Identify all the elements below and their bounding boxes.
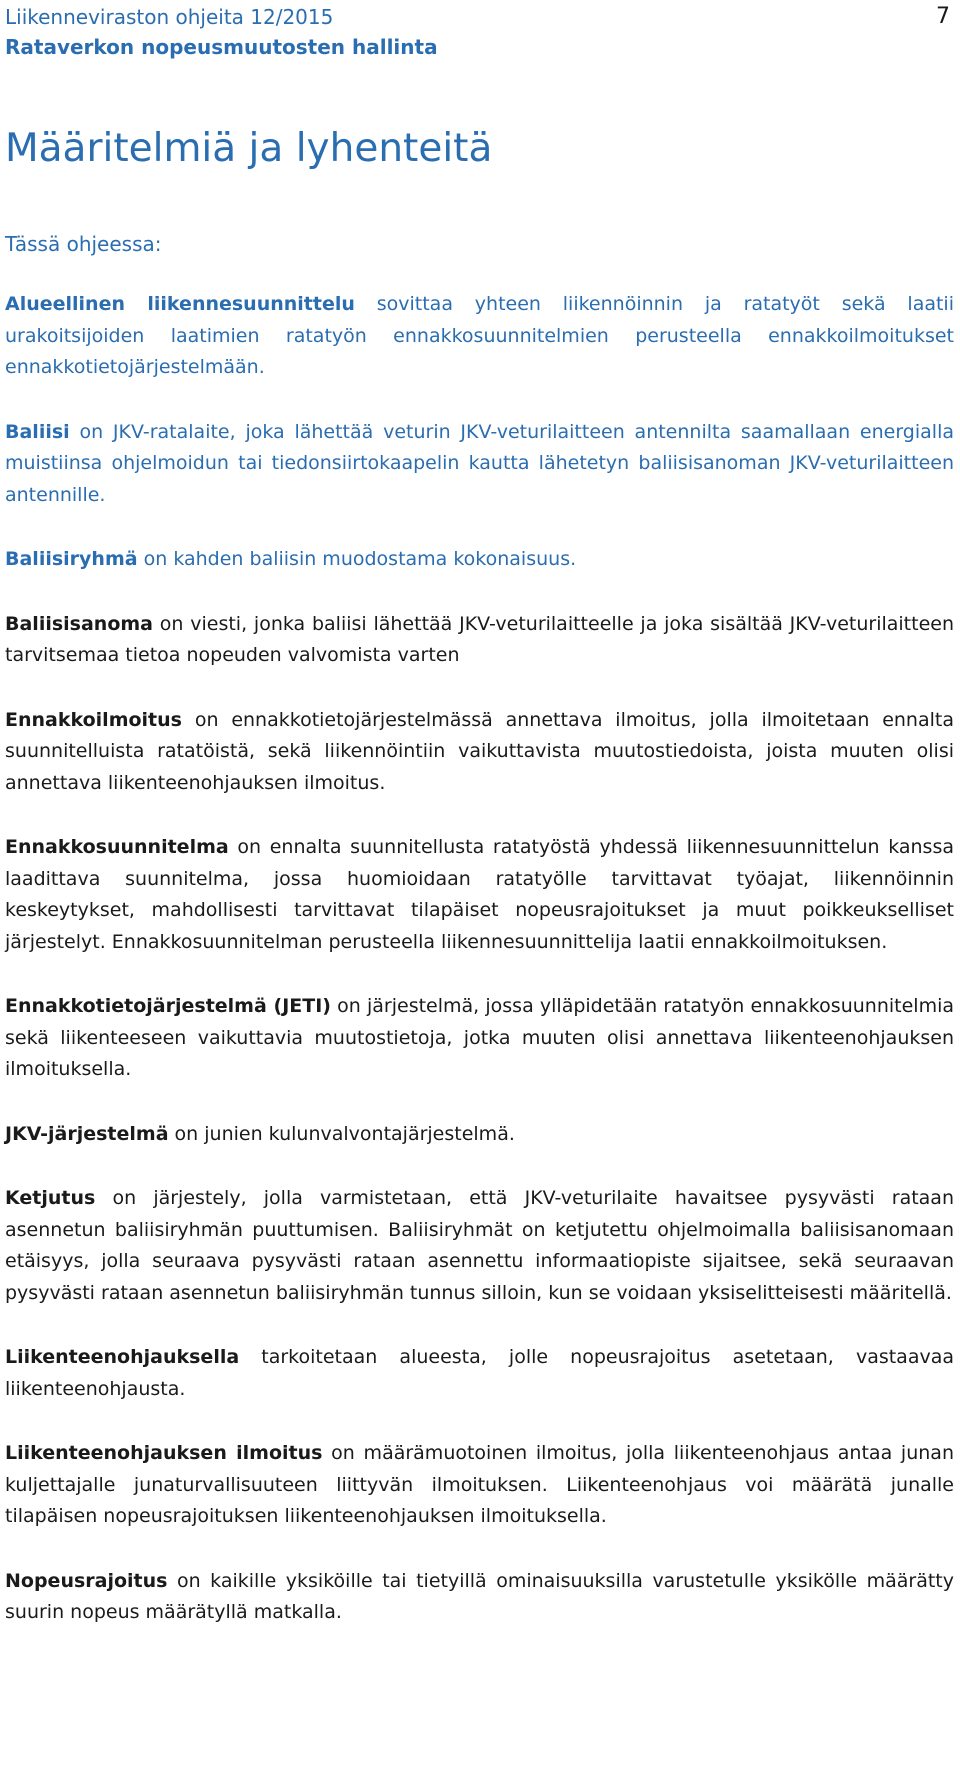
- definition-alueellinen-liikennesuunnittelu: [5, 289, 954, 384]
- definition-text: on järjestelmä, jossa ylläpidetään ratatyön ennakkosuunnitelmia sekä liikenteeseen vaikuttavia muutostietoja, jotka muuten olisi annettava liikenteenohjauksen ilmoituksella.: [5, 995, 955, 1080]
- definition-term: Baliisiryhmä: [5, 548, 138, 570]
- definition-text: on JKV-ratalaite, joka lähettää veturin JKV-veturilaitteen antennilta saamallaan energialla muistiinsa ohjelmoidun tai tiedonsiirtokaapelin kautta lähetetyn baliisisanoman JKV-veturilaitteen antennille.: [5, 420, 954, 506]
- definition-text: on junien kulunvalvontajärjestelmä.: [168, 1122, 515, 1145]
- definition-jkv-jarjestelma: [5, 1119, 954, 1151]
- definition-text: on kahden baliisin muodostama kokonaisuus.: [137, 548, 577, 570]
- definition-ketjutus: [5, 1183, 954, 1309]
- definition-term: JKV-järjestelmä: [5, 1122, 169, 1145]
- definition-text: tarkoitetaan alueesta, jolle nopeusrajoitus asetetaan, vastaavaa liikenteenohjausta.: [5, 1346, 954, 1400]
- definition-text: on ennalta suunnitellusta ratatyöstä yhdessä liikennesuunnittelun kanssa laadittava suunnitelma, jossa huomioidaan ratatyölle tarvittavat työajat, liikennöinnin keskeytykset, mahdollisesti tarvittavat tilapäiset nopeusrajoitukset ja muut poikkeukselliset järjestelyt. Ennakkosuunnitelman perusteella liikennesuunnittelija laatii ennakkoilmoituksen.: [5, 836, 954, 953]
- definition-term: Ennakkosuunnitelma: [5, 836, 229, 858]
- definition-term: Ketjutus: [5, 1187, 96, 1209]
- definition-term: Alueellinen liikennesuunnittelu: [5, 293, 355, 315]
- definition-baliisi: [5, 417, 954, 512]
- definition-text: on ennakkotietojärjestelmässä annettava ilmoitus, jolla ilmoitetaan ennalta suunnitelluista ratatöistä, sekä liikennöintiin vaikuttavista muutostiedoista, joista muuten olisi annettava liikenteenohjauksen ilmoitus.: [5, 708, 954, 794]
- definition-term: Ennakkoilmoitus: [5, 708, 182, 731]
- definition-text: on määrämuotoinen ilmoitus, jolla liikenteenohjaus antaa junan kuljettajalle junaturvallisuuteen liittyvän ilmoituksen. Liikenteenohjaus voi määrätä junalle tilapäisen nopeusrajoituksen liikenteenohjauksen ilmoituksella.: [5, 1442, 954, 1527]
- definition-nopeusrajoitus: [5, 1566, 954, 1629]
- definition-text: sovittaa yhteen liikennöinnin ja ratatyöt sekä laatii urakoitsijoiden laatimien ratatyön ennakkosuunnitelmien perusteella ennakkoilmoitukset ennakkotietojärjestelmään.: [5, 293, 954, 378]
- page-header: [5, 2, 950, 66]
- publication-name: Liikenneviraston ohjeita 12/2015: [5, 5, 334, 29]
- definition-term: Liikenteenohjauksen ilmoitus: [5, 1442, 323, 1464]
- page-title: Määritelmiä ja lyhenteitä: [5, 126, 493, 171]
- definition-text: on viesti, jonka baliisi lähettää JKV-veturilaitteelle ja joka sisältää JKV-veturilaitteen tarvitsemaa tietoa nopeuden valvomista varten: [5, 612, 954, 666]
- definition-liikenteenohjauksella: [5, 1342, 954, 1405]
- definition-ennakkotietojarjestelma: [5, 991, 954, 1086]
- definition-ennakkosuunnitelma: [5, 832, 954, 958]
- definitions-list: [5, 289, 954, 1662]
- definition-baliisiryhma: [5, 544, 954, 576]
- definition-text: on kaikille yksiköille tai tietyillä ominaisuuksilla varustetulle yksikölle määrätty suurin nopeus määrätyllä matkalla.: [5, 1569, 954, 1623]
- definition-term: Baliisisanoma: [5, 612, 153, 635]
- definition-term: Ennakkotietojärjestelmä (JETI): [5, 995, 331, 1017]
- document-subtitle: Rataverkon nopeusmuutosten hallinta: [5, 35, 438, 59]
- definition-term: Liikenteenohjauksella: [5, 1346, 240, 1368]
- definition-text: on järjestely, jolla varmistetaan, että JKV-veturilaite havaitsee pysyvästi rataan asennetun baliisiryhmän puuttumisen. Baliisiryhmät on ketjutettu ohjelmoimalla baliisisanomaan etäisyys, jolla seuraava pysyvästi rataan asennettu informaatiopiste sijaitsee, sekä seuraavan pysyvästi rataan asennetun baliisiryhmän tunnus silloin, kun se voidaan yksiselitteisesti määritellä.: [5, 1187, 954, 1304]
- definition-liikenteenohjauksen-ilmoitus: [5, 1438, 954, 1533]
- definition-term: Nopeusrajoitus: [5, 1569, 168, 1592]
- intro-text: Tässä ohjeessa:: [5, 232, 162, 256]
- definition-term: Baliisi: [5, 420, 70, 443]
- definition-ennakkoilmoitus: [5, 705, 954, 800]
- page-number: 7: [936, 4, 950, 29]
- definition-baliisisanoma: [5, 609, 954, 672]
